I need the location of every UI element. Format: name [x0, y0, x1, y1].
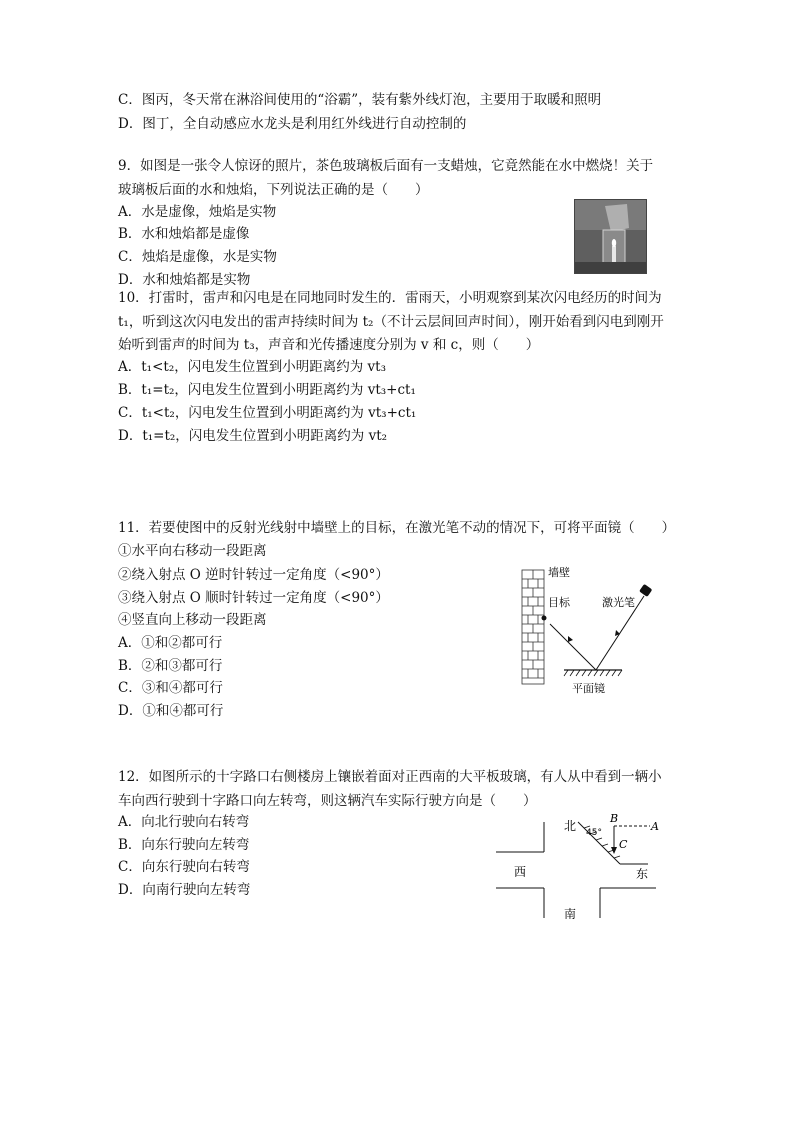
- crossroad-figure: [496, 808, 666, 920]
- q12-stem-line1: 12．如图所示的十字路口右侧楼房上镶嵌着面对正西南的大平板玻璃，有人从中看到一辆小: [118, 769, 662, 785]
- angle-label: 45°: [586, 828, 602, 838]
- q11-item-2: ②绕入射点 O 逆时针转过一定角度（<90°）: [118, 567, 389, 583]
- q10-option-a: A．t₁<t₂，闪电发生位置到小明距离约为 vt₃: [118, 359, 386, 375]
- q11-item-4: ④竖直向上移动一段距离: [118, 612, 267, 628]
- q12-stem-line2: 车向西行驶到十字路口向左转弯，则这辆汽车实际行驶方向是（ ）: [118, 793, 537, 809]
- candle-photo: [574, 199, 647, 274]
- q11-item-3: ③绕入射点 O 顺时针转过一定角度（<90°）: [118, 590, 389, 606]
- q9-option-d: D．水和烛焰都是实物: [118, 272, 251, 288]
- q9-option-b: B．水和烛焰都是虚像: [118, 226, 250, 242]
- target-label: 目标: [548, 596, 570, 609]
- west-label: 西: [514, 865, 527, 879]
- q10-stem-line1: 10．打雷时，雷声和闪电是在同地同时发生的．雷雨天，小明观察到某次闪电经历的时间为: [118, 290, 662, 306]
- laser-pointer-icon: [639, 584, 652, 597]
- wall-label: 墙壁: [548, 566, 570, 579]
- target-dot: [542, 616, 547, 621]
- candle-in-water-image: [575, 200, 646, 273]
- q10-option-d: D．t₁=t₂，闪电发生位置到小明距离约为 vt₂: [118, 428, 388, 444]
- point-b-label: B: [610, 812, 619, 825]
- north-label: 北: [564, 819, 577, 833]
- q9-option-a: A．水是虚像，烛焰是实物: [118, 204, 277, 220]
- mirror-hatch: [564, 670, 622, 676]
- incident-arrow: [615, 630, 620, 636]
- q12-option-c: C．向东行驶向右转弯: [118, 859, 250, 875]
- brick-wall: [522, 570, 544, 684]
- q10-stem-line2: t₁，听到这次闪电发出的雷声持续时间为 t₂（不计云层间回声时间），刚开始看到闪电到刚开: [118, 314, 664, 330]
- point-c-label: C: [619, 838, 628, 851]
- q11-option-b: B．②和③都可行: [118, 658, 223, 674]
- mirror-label: 平面镜: [572, 682, 605, 695]
- q10-stem-line3: 始听到雷声的时间为 t₃，声音和光传播速度分别为 v 和 c，则（ ）: [118, 337, 540, 353]
- q11-option-a: A．①和②都可行: [118, 635, 223, 651]
- q8-option-d: D．图丁，全自动感应水龙头是利用红外线进行自动控制的: [118, 116, 467, 132]
- reflected-arrow: [568, 636, 573, 642]
- q9-stem-line1: 9．如图是一张令人惊讶的照片，茶色玻璃板后面有一支蜡烛，它竟然能在水中燃烧！关于: [118, 158, 654, 174]
- q12-option-d: D．向南行驶向左转弯: [118, 882, 251, 898]
- q9-option-c: C．烛焰是虚像，水是实物: [118, 249, 277, 265]
- q9-stem-line2: 玻璃板后面的水和烛焰，下列说法正确的是（ ）: [118, 182, 429, 198]
- laser-label: 激光笔: [602, 596, 635, 609]
- south-label: 南: [564, 907, 577, 920]
- q11-option-d: D．①和④都可行: [118, 703, 224, 719]
- q11-stem: 11．若要使图中的反射光线射中墙壁上的目标，在激光笔不动的情况下，可将平面镜（ ）: [118, 520, 676, 536]
- point-a-label: A: [651, 820, 659, 833]
- q11-option-c: C．③和④都可行: [118, 680, 223, 696]
- q12-option-b: B．向东行驶向左转弯: [118, 837, 250, 853]
- q10-option-b: B．t₁=t₂，闪电发生位置到小明距离约为 vt₃+ct₁: [118, 382, 416, 398]
- q10-option-c: C．t₁<t₂，闪电发生位置到小明距离约为 vt₃+ct₁: [118, 405, 417, 421]
- q11-item-1: ①水平向右移动一段距离: [118, 543, 267, 559]
- laser-mirror-figure: [510, 560, 670, 700]
- reflected-ray: [550, 624, 596, 670]
- q8-option-c: C．图丙，冬天常在淋浴间使用的“浴霸”，装有紫外线灯泡，主要用于取暖和照明: [118, 92, 602, 108]
- q12-option-a: A．向北行驶向右转弯: [118, 814, 250, 830]
- east-label: 东: [636, 867, 649, 881]
